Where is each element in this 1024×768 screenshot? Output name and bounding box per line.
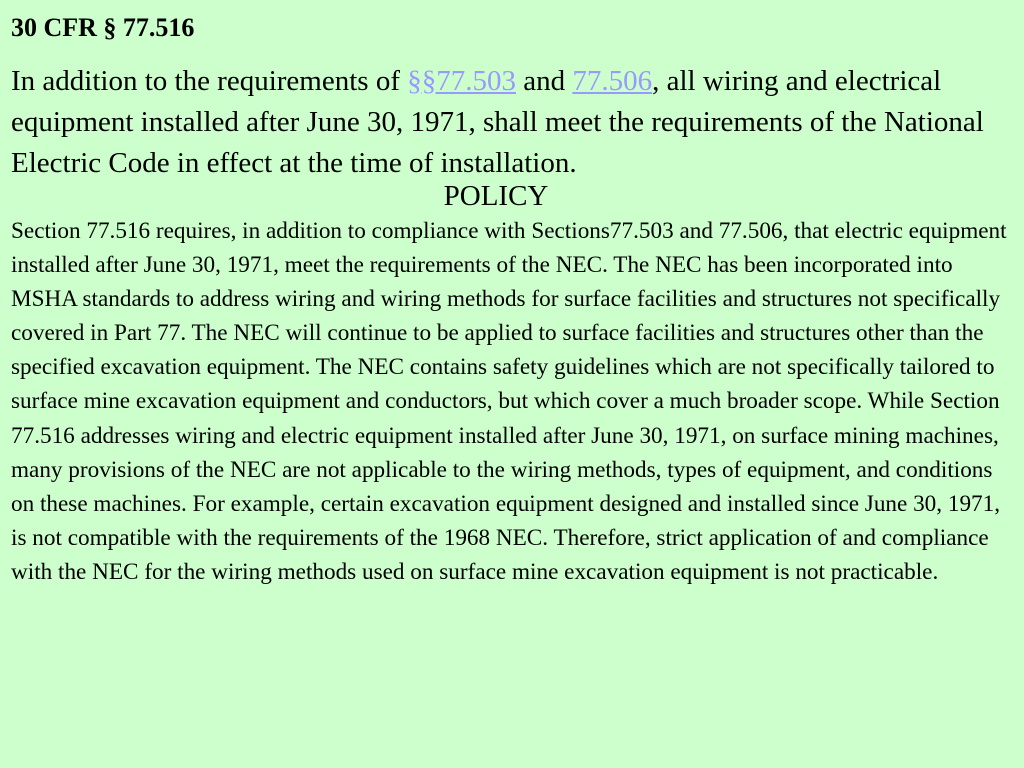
policy-title: POLICY	[443, 180, 549, 212]
regulation-heading: 30 CFR § 77.516	[11, 13, 195, 42]
regulation-text-after: , all wiring and electrical equipment installed after June 30, 1971, shall meet the requirements of the National Electric Code in effect at the time of installation.	[11, 65, 984, 179]
regulation-text	[11, 61, 1014, 184]
section-77-503-link[interactable]: §§77.503	[407, 65, 516, 97]
regulation-text-middle: and	[515, 65, 573, 97]
policy-text: Section 77.516 requires, in addition to compliance with Sections77.503 and 77.506, that electric equipment installed after June 30, 1971, meet the requirements of the NEC. The NEC has been incorporated into MSHA standards to address wiring and wiring methods for surface facilities and structures not specifically covered in Part 77. The NEC will continue to be applied to surface facilities and structures other than the specified excavation equipment. The NEC contains safety guidelines which are not specifically tailored to surface mine excavation equipment and conductors, but which cover a much broader scope. While Section 77.516 addresses wiring and electric equipment installed after June 30, 1971, on surface mining machines, many provisions of the NEC are not applicable to the wiring methods, types of equipment, and conditions on these machines. For example, certain excavation equipment designed and installed since June 30, 1971, is not compatible with the requirements of the 1968 NEC. Therefore, strict application of and compliance with the NEC for the wiring methods used on surface mine excavation equipment is not practicable.	[11, 218, 1007, 585]
section-77-506-link[interactable]: 77.506	[572, 65, 653, 97]
regulation-text-before: In addition to the requirements of	[11, 65, 408, 97]
